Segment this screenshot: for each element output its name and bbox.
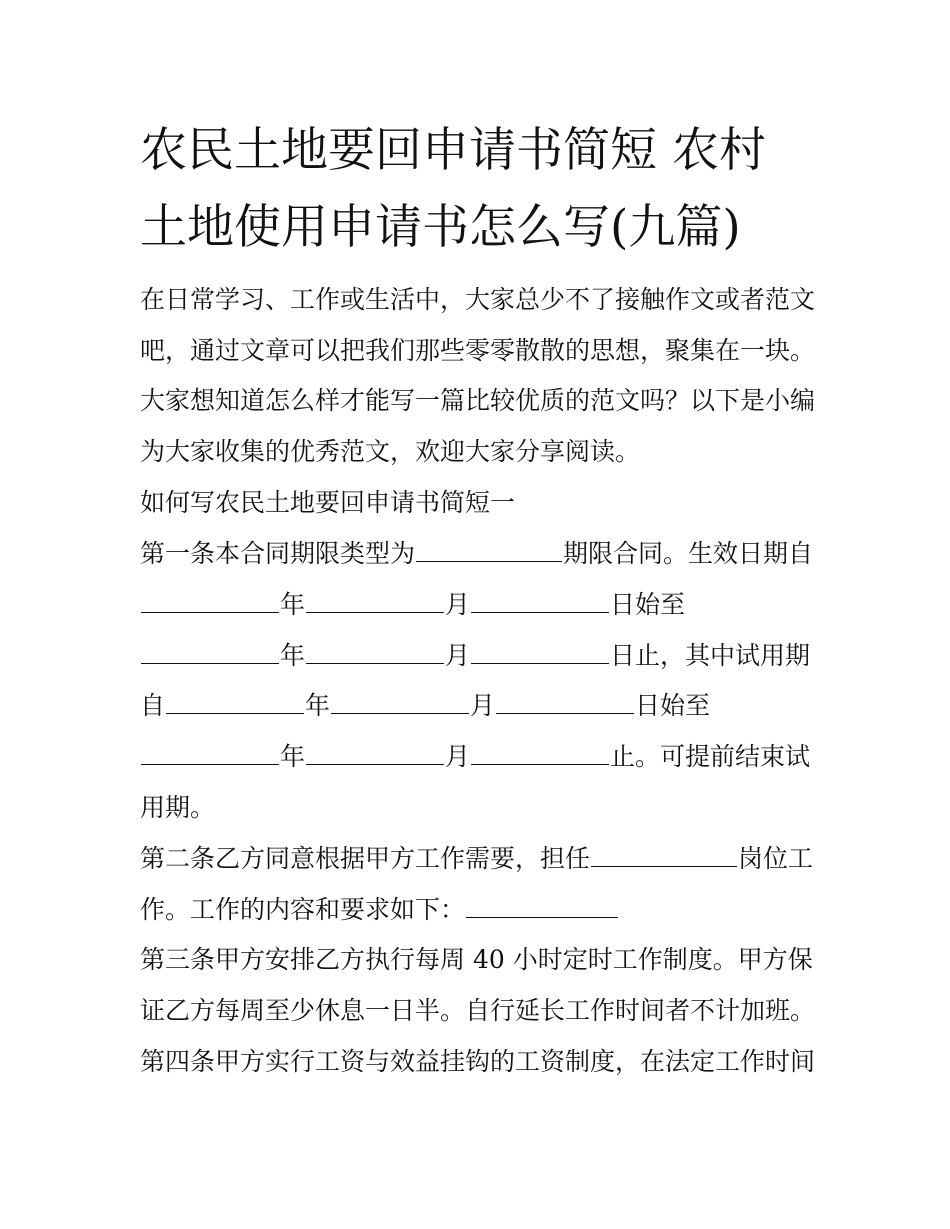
clause1-line-5	[140, 740, 820, 774]
blank-start-year[interactable]	[141, 611, 279, 613]
blank-trial-start-day[interactable]	[496, 712, 634, 714]
clause1-line-2	[140, 588, 820, 622]
blank-trial-start-month[interactable]	[331, 712, 469, 714]
intro-line-3: 大家想知道怎么样才能写一篇比较优质的范文吗？以下是小编	[140, 386, 816, 415]
clause3-line-2: 证乙方每周至少休息一日半。自行延长工作时间者不计加班。	[140, 996, 816, 1025]
clause1-line-1	[140, 537, 820, 571]
day-start-label: 日始至	[635, 691, 711, 720]
trial-end-label: 止。可提前结束试	[610, 742, 811, 771]
title-line-2: 土地使用申请书怎么写(九篇)	[140, 200, 741, 255]
blank-job-content[interactable]	[466, 916, 618, 918]
month-label: 月	[445, 742, 471, 771]
blank-end-month[interactable]	[306, 662, 444, 664]
blank-contract-type[interactable]	[416, 560, 562, 562]
clause2-line-1	[140, 842, 820, 876]
clause1-text-a: 第一条本合同期限类型为	[140, 539, 416, 568]
section-heading: 如何写农民土地要回申请书简短一	[140, 488, 516, 517]
clause3-line-1: 第三条甲方安排乙方执行每周 40 小时定时工作制度。甲方保	[140, 945, 813, 974]
blank-start-day[interactable]	[471, 611, 609, 613]
clause2-line-2	[140, 893, 820, 927]
month-label: 月	[445, 641, 471, 670]
year-label: 年	[305, 691, 331, 720]
day-start-label: 日始至	[610, 590, 686, 619]
clause1-text-b: 期限合同。生效日期自	[563, 539, 814, 568]
blank-start-month[interactable]	[306, 611, 444, 613]
clause2-text-b: 岗位工	[738, 844, 814, 873]
blank-trial-end-month[interactable]	[306, 763, 444, 765]
month-label: 月	[470, 691, 496, 720]
clause1-line-6: 用期。	[140, 793, 216, 822]
blank-trial-end-day[interactable]	[471, 763, 609, 765]
clause1-line-3	[140, 639, 820, 673]
blank-trial-end-year[interactable]	[141, 763, 279, 765]
year-label: 年	[280, 590, 306, 619]
clause1-line-4	[140, 689, 820, 723]
intro-line-4: 为大家收集的优秀范文，欢迎大家分享阅读。	[140, 437, 641, 466]
year-label: 年	[280, 641, 306, 670]
blank-end-day[interactable]	[471, 662, 609, 664]
blank-end-year[interactable]	[141, 662, 279, 664]
blank-trial-start-year[interactable]	[166, 712, 304, 714]
from-label: 自	[140, 691, 166, 720]
month-label: 月	[445, 590, 471, 619]
year-label: 年	[280, 742, 306, 771]
clause2-text-c: 作。工作的内容和要求如下：	[140, 895, 466, 924]
intro-line-2: 吧，通过文章可以把我们那些零零散散的思想，聚集在一块。	[140, 336, 816, 365]
intro-line-1: 在日常学习、工作或生活中，大家总少不了接触作文或者范文	[140, 285, 816, 314]
clause2-text-a: 第二条乙方同意根据甲方工作需要，担任	[140, 844, 591, 873]
clause4-line-1: 第四条甲方实行工资与效益挂钩的工资制度，在法定工作时间	[140, 1047, 816, 1076]
document-title	[140, 112, 820, 266]
title-line-1: 农民土地要回申请书简短 农村	[140, 123, 766, 178]
blank-position[interactable]	[591, 865, 737, 867]
day-end-label: 日止，其中试用期	[610, 641, 811, 670]
